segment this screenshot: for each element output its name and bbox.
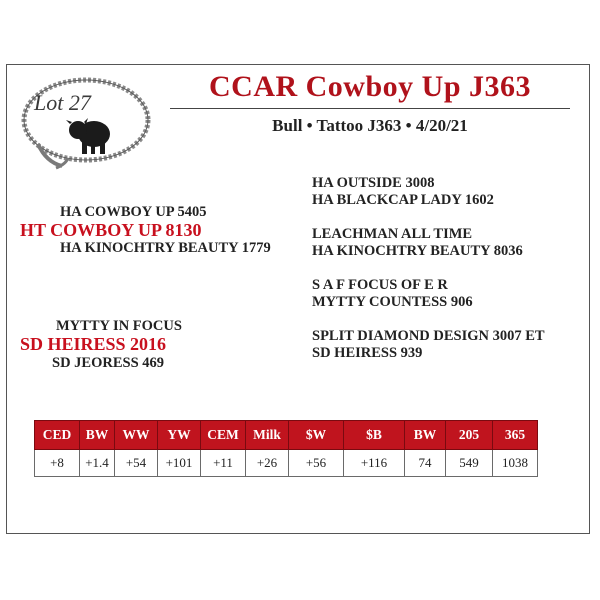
dam-sire: MYTTY IN FOCUS — [56, 318, 182, 334]
ggp-7: SPLIT DIAMOND DESIGN 3007 ET — [312, 328, 545, 344]
lot-label: Lot 27 — [34, 90, 91, 115]
epd-header-365: 365 — [493, 421, 538, 450]
animal-title: CCAR Cowboy Up J363 — [208, 70, 532, 103]
epd-value-bw: +1.4 — [80, 450, 115, 477]
ggp-2: HA BLACKCAP LADY 1602 — [312, 192, 494, 208]
ggp-1: HA OUTSIDE 3008 — [312, 175, 435, 191]
epd-header-bw: BW — [80, 421, 115, 450]
epd-value-365: 1038 — [493, 450, 538, 477]
epd-value-dollar-b: +116 — [344, 450, 405, 477]
epd-header-row — [35, 421, 538, 450]
epd-value-dollar-w: +56 — [289, 450, 344, 477]
epd-value-yw: +101 — [158, 450, 201, 477]
epd-value-ced: +8 — [35, 450, 80, 477]
epd-header-cem: CEM — [201, 421, 246, 450]
rope-circle-bull-icon — [16, 72, 156, 172]
epd-value-milk: +26 — [246, 450, 289, 477]
sire-sire: HA COWBOY UP 5405 — [60, 204, 207, 220]
epd-header-milk: Milk — [246, 421, 289, 450]
ggp-6: MYTTY COUNTESS 906 — [312, 294, 473, 310]
ggp-8: SD HEIRESS 939 — [312, 345, 423, 361]
title-divider — [170, 108, 570, 109]
epd-value-actual-bw: 74 — [405, 450, 446, 477]
ggp-3: LEACHMAN ALL TIME — [312, 226, 473, 242]
animal-subtitle: Bull • Tattoo J363 • 4/20/21 — [272, 116, 468, 135]
epd-value-205: 549 — [446, 450, 493, 477]
epd-value-cem: +11 — [201, 450, 246, 477]
sire: HT COWBOY UP 8130 — [20, 220, 202, 240]
epd-value-row — [35, 450, 538, 477]
epd-header-ww: WW — [115, 421, 158, 450]
dam: SD HEIRESS 2016 — [20, 334, 167, 354]
epd-header-205: 205 — [446, 421, 493, 450]
epd-header-dollar-w: $W — [289, 421, 344, 450]
epd-table — [34, 420, 538, 477]
ggp-4: HA KINOCHTRY BEAUTY 8036 — [312, 243, 523, 259]
sire-dam: HA KINOCHTRY BEAUTY 1779 — [60, 240, 271, 256]
epd-header-dollar-b: $B — [344, 421, 405, 450]
epd-header-yw: YW — [158, 421, 201, 450]
dam-dam: SD JEORESS 469 — [52, 355, 165, 371]
epd-header-actual-bw: BW — [405, 421, 446, 450]
epd-header-ced: CED — [35, 421, 80, 450]
ggp-5: S A F FOCUS OF E R — [312, 277, 448, 293]
epd-value-ww: +54 — [115, 450, 158, 477]
